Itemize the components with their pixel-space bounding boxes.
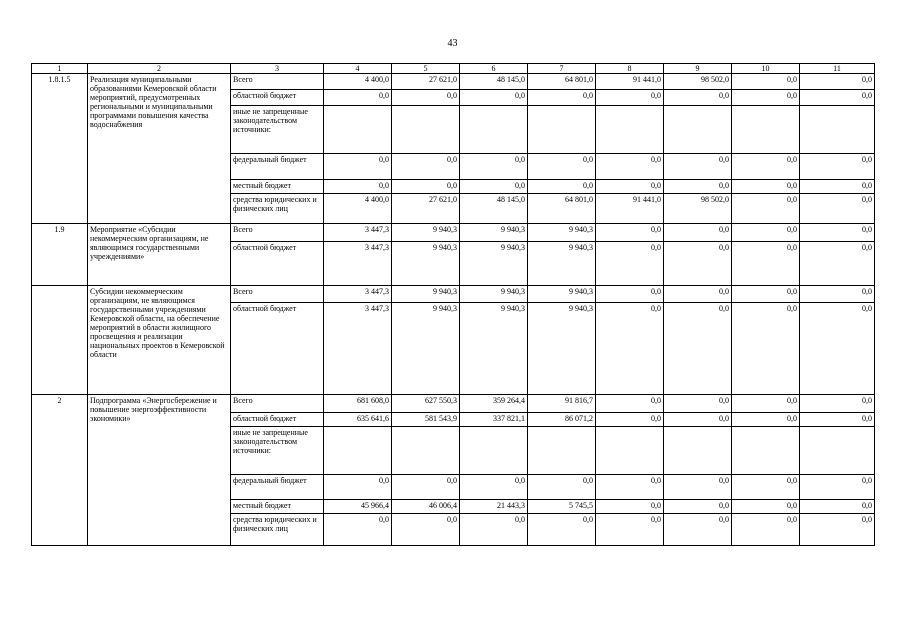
value-cell: 0,0 bbox=[392, 180, 460, 194]
value-cell: 0,0 bbox=[460, 514, 528, 546]
column-header: 2 bbox=[88, 64, 231, 74]
value-cell: 0,0 bbox=[800, 194, 875, 224]
value-cell: 0,0 bbox=[528, 475, 596, 500]
value-cell: 0,0 bbox=[664, 413, 732, 427]
column-header: 7 bbox=[528, 64, 596, 74]
row-code: 1.9 bbox=[32, 224, 88, 286]
value-cell: 0,0 bbox=[596, 395, 664, 413]
funding-source-label: федеральный бюджет bbox=[231, 475, 324, 500]
value-cell: 0,0 bbox=[392, 475, 460, 500]
value-cell: 0,0 bbox=[800, 90, 875, 106]
value-cell: 98 502,0 bbox=[664, 74, 732, 90]
value-cell: 0,0 bbox=[732, 514, 800, 546]
value-cell: 4 400,0 bbox=[324, 194, 392, 224]
funding-source-label: областной бюджет bbox=[231, 413, 324, 427]
row-title: Субсидии некоммерческим организациям, не являющимся государственными учреждениями Кемеровской области, на обеспечение мероприятий в области жилищного просвещения и реализации национальных проектов в Кемеровской области bbox=[88, 286, 231, 395]
value-cell: 581 543,9 bbox=[392, 413, 460, 427]
value-cell: 0,0 bbox=[664, 303, 732, 395]
funding-source-label: областной бюджет bbox=[231, 242, 324, 286]
value-cell: 4 400,0 bbox=[324, 74, 392, 90]
value-cell: 0,0 bbox=[800, 514, 875, 546]
value-cell: 91 816,7 bbox=[528, 395, 596, 413]
value-cell: 681 608,0 bbox=[324, 395, 392, 413]
value-cell: 64 801,0 bbox=[528, 74, 596, 90]
value-cell bbox=[800, 427, 875, 475]
value-cell: 0,0 bbox=[664, 154, 732, 180]
value-cell bbox=[528, 427, 596, 475]
column-header: 11 bbox=[800, 64, 875, 74]
value-cell: 0,0 bbox=[528, 154, 596, 180]
value-cell: 0,0 bbox=[324, 154, 392, 180]
value-cell: 0,0 bbox=[732, 395, 800, 413]
value-cell bbox=[664, 106, 732, 154]
funding-source-label: средства юридических и физических лиц bbox=[231, 514, 324, 546]
funding-source-label: средства юридических и физических лиц bbox=[231, 194, 324, 224]
budget-table bbox=[31, 63, 875, 546]
value-cell: 0,0 bbox=[596, 514, 664, 546]
funding-source-label: Всего bbox=[231, 286, 324, 303]
value-cell bbox=[460, 106, 528, 154]
value-cell: 0,0 bbox=[800, 413, 875, 427]
row-code: 1.8.1.5 bbox=[32, 74, 88, 224]
value-cell: 635 641,6 bbox=[324, 413, 392, 427]
value-cell: 0,0 bbox=[800, 74, 875, 90]
value-cell: 337 821,1 bbox=[460, 413, 528, 427]
funding-source-label: Всего bbox=[231, 395, 324, 413]
value-cell: 359 264,4 bbox=[460, 395, 528, 413]
page-number: 43 bbox=[447, 38, 458, 49]
table-row bbox=[32, 74, 875, 90]
funding-source-label: иные не запрещенные законодательством источники: bbox=[231, 106, 324, 154]
value-cell: 9 940,3 bbox=[460, 286, 528, 303]
value-cell: 0,0 bbox=[324, 90, 392, 106]
row-code: 2 bbox=[32, 395, 88, 546]
value-cell: 91 441,0 bbox=[596, 194, 664, 224]
value-cell: 0,0 bbox=[664, 475, 732, 500]
value-cell: 0,0 bbox=[528, 180, 596, 194]
value-cell: 0,0 bbox=[664, 90, 732, 106]
value-cell: 0,0 bbox=[392, 514, 460, 546]
row-title: Мероприятие «Субсидии некоммерческим организациям, не являющимся государственными учреждениями» bbox=[88, 224, 231, 286]
value-cell bbox=[800, 106, 875, 154]
value-cell: 0,0 bbox=[800, 242, 875, 286]
value-cell: 0,0 bbox=[324, 180, 392, 194]
value-cell bbox=[392, 106, 460, 154]
funding-source-label: иные не запрещенные законодательством источники: bbox=[231, 427, 324, 475]
table-row bbox=[32, 224, 875, 242]
value-cell: 27 621,0 bbox=[392, 74, 460, 90]
value-cell: 0,0 bbox=[528, 514, 596, 546]
value-cell: 0,0 bbox=[800, 303, 875, 395]
value-cell: 9 940,3 bbox=[460, 242, 528, 286]
value-cell: 0,0 bbox=[800, 154, 875, 180]
value-cell: 3 447,3 bbox=[324, 242, 392, 286]
value-cell: 9 940,3 bbox=[392, 242, 460, 286]
value-cell: 627 550,3 bbox=[392, 395, 460, 413]
column-header: 1 bbox=[32, 64, 88, 74]
value-cell bbox=[528, 106, 596, 154]
value-cell bbox=[596, 427, 664, 475]
value-cell: 9 940,3 bbox=[528, 224, 596, 242]
value-cell: 0,0 bbox=[732, 303, 800, 395]
row-code bbox=[32, 286, 88, 395]
table-row bbox=[32, 395, 875, 413]
value-cell: 0,0 bbox=[800, 475, 875, 500]
value-cell: 9 940,3 bbox=[392, 224, 460, 242]
column-header: 10 bbox=[732, 64, 800, 74]
value-cell bbox=[732, 106, 800, 154]
value-cell bbox=[664, 427, 732, 475]
value-cell: 64 801,0 bbox=[528, 194, 596, 224]
value-cell: 0,0 bbox=[800, 395, 875, 413]
column-header: 8 bbox=[596, 64, 664, 74]
value-cell: 0,0 bbox=[596, 303, 664, 395]
value-cell: 0,0 bbox=[664, 286, 732, 303]
value-cell: 0,0 bbox=[460, 180, 528, 194]
value-cell: 0,0 bbox=[800, 224, 875, 242]
value-cell: 0,0 bbox=[596, 242, 664, 286]
row-title: Реализация муниципальными образованиями Кемеровской области мероприятий, предусмотренных региональными и муниципальными программами повышения качества водоснабжения bbox=[88, 74, 231, 224]
value-cell: 0,0 bbox=[664, 242, 732, 286]
value-cell: 0,0 bbox=[800, 286, 875, 303]
value-cell: 0,0 bbox=[664, 514, 732, 546]
value-cell: 0,0 bbox=[664, 500, 732, 514]
value-cell: 9 940,3 bbox=[392, 303, 460, 395]
value-cell: 9 940,3 bbox=[528, 242, 596, 286]
value-cell: 9 940,3 bbox=[528, 286, 596, 303]
value-cell: 0,0 bbox=[800, 500, 875, 514]
column-header: 3 bbox=[231, 64, 324, 74]
value-cell: 3 447,3 bbox=[324, 286, 392, 303]
value-cell bbox=[596, 106, 664, 154]
value-cell: 86 071,2 bbox=[528, 413, 596, 427]
value-cell: 48 145,0 bbox=[460, 74, 528, 90]
funding-source-label: Всего bbox=[231, 224, 324, 242]
value-cell: 0,0 bbox=[596, 180, 664, 194]
value-cell: 0,0 bbox=[664, 395, 732, 413]
value-cell: 0,0 bbox=[460, 90, 528, 106]
table-header-row bbox=[32, 64, 875, 74]
value-cell: 9 940,3 bbox=[460, 303, 528, 395]
row-title: Подпрограмма «Энергосбережение и повышение энергоэффективности экономики» bbox=[88, 395, 231, 546]
value-cell: 0,0 bbox=[460, 154, 528, 180]
table-row bbox=[32, 286, 875, 303]
funding-source-label: местный бюджет bbox=[231, 180, 324, 194]
value-cell: 91 441,0 bbox=[596, 74, 664, 90]
value-cell: 0,0 bbox=[324, 475, 392, 500]
funding-source-label: областной бюджет bbox=[231, 90, 324, 106]
value-cell: 0,0 bbox=[732, 242, 800, 286]
value-cell: 0,0 bbox=[732, 180, 800, 194]
value-cell: 0,0 bbox=[732, 224, 800, 242]
value-cell: 0,0 bbox=[732, 500, 800, 514]
value-cell bbox=[324, 427, 392, 475]
funding-source-label: местный бюджет bbox=[231, 500, 324, 514]
value-cell: 46 006,4 bbox=[392, 500, 460, 514]
value-cell: 0,0 bbox=[528, 90, 596, 106]
value-cell: 5 745,5 bbox=[528, 500, 596, 514]
funding-source-label: федеральный бюджет bbox=[231, 154, 324, 180]
value-cell: 0,0 bbox=[800, 180, 875, 194]
value-cell bbox=[732, 427, 800, 475]
value-cell: 0,0 bbox=[732, 413, 800, 427]
value-cell: 0,0 bbox=[596, 413, 664, 427]
column-header: 9 bbox=[664, 64, 732, 74]
value-cell: 0,0 bbox=[732, 154, 800, 180]
value-cell: 0,0 bbox=[732, 475, 800, 500]
value-cell: 0,0 bbox=[596, 286, 664, 303]
value-cell: 0,0 bbox=[664, 180, 732, 194]
value-cell: 0,0 bbox=[664, 224, 732, 242]
value-cell: 0,0 bbox=[596, 154, 664, 180]
value-cell bbox=[392, 427, 460, 475]
value-cell: 9 940,3 bbox=[460, 224, 528, 242]
value-cell: 98 502,0 bbox=[664, 194, 732, 224]
value-cell: 0,0 bbox=[596, 500, 664, 514]
value-cell: 0,0 bbox=[324, 514, 392, 546]
funding-source-label: Всего bbox=[231, 74, 324, 90]
column-header: 5 bbox=[392, 64, 460, 74]
value-cell: 0,0 bbox=[732, 90, 800, 106]
value-cell: 0,0 bbox=[596, 90, 664, 106]
value-cell: 3 447,3 bbox=[324, 303, 392, 395]
value-cell: 0,0 bbox=[596, 224, 664, 242]
value-cell: 45 966,4 bbox=[324, 500, 392, 514]
value-cell: 0,0 bbox=[392, 90, 460, 106]
value-cell: 27 621,0 bbox=[392, 194, 460, 224]
value-cell: 9 940,3 bbox=[392, 286, 460, 303]
value-cell: 0,0 bbox=[732, 194, 800, 224]
value-cell: 3 447,3 bbox=[324, 224, 392, 242]
column-header: 4 bbox=[324, 64, 392, 74]
value-cell: 0,0 bbox=[732, 286, 800, 303]
value-cell: 9 940,3 bbox=[528, 303, 596, 395]
value-cell: 48 145,0 bbox=[460, 194, 528, 224]
value-cell: 0,0 bbox=[460, 475, 528, 500]
column-header: 6 bbox=[460, 64, 528, 74]
value-cell bbox=[460, 427, 528, 475]
funding-source-label: областной бюджет bbox=[231, 303, 324, 395]
value-cell: 0,0 bbox=[392, 154, 460, 180]
value-cell: 21 443,3 bbox=[460, 500, 528, 514]
value-cell bbox=[324, 106, 392, 154]
value-cell: 0,0 bbox=[732, 74, 800, 90]
value-cell: 0,0 bbox=[596, 475, 664, 500]
